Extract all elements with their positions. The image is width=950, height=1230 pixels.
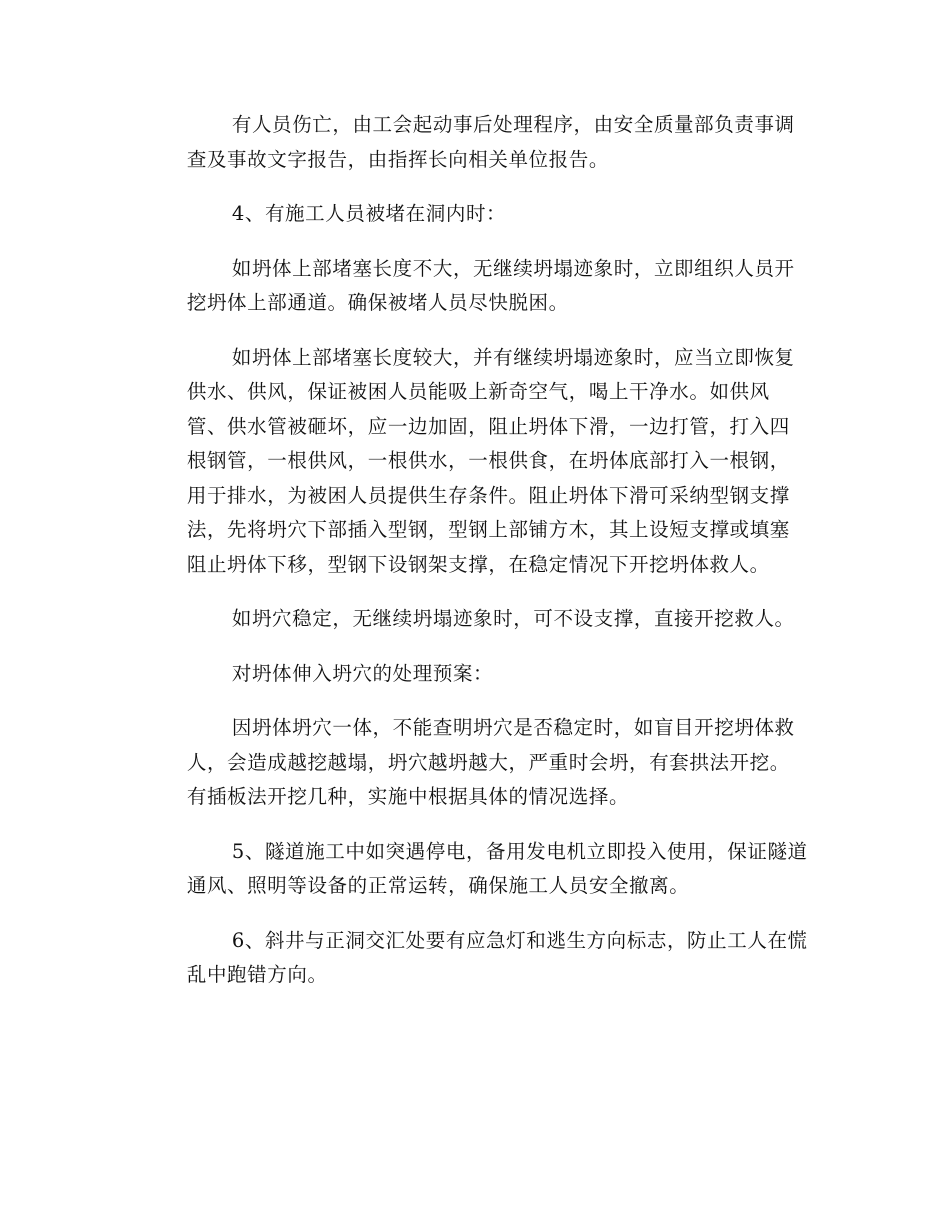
- text-line: 挖坍体上部通道。确保被堵人员尽快脱困。: [186, 291, 569, 314]
- text-line: 查及事故文字报告，由指挥长向相关单位报告。: [186, 147, 609, 171]
- paragraph-plan-heading: [142, 657, 810, 692]
- text-line: 如坍体上部堵塞长度较大，并有继续坍塌迹象时，应当立即恢复: [231, 345, 795, 369]
- text-line: 4、有施工人员被堵在洞内时：: [231, 202, 507, 225]
- text-line: 管、供水管被砸坏，应一边加固，阻止坍体下滑，一边打管，打入四: [186, 414, 790, 438]
- paragraph-item-4-heading: [142, 197, 810, 232]
- text-line: 乱中跑错方向。: [186, 963, 328, 986]
- text-line: 6、斜井与正洞交汇处要有应急灯和逃生方向标志，防止工人在慌: [231, 928, 808, 952]
- text-line: 法，先将坍穴下部插入型钢，型钢上部铺方木，其上设短支撑或填塞: [186, 518, 790, 541]
- paragraph-item-6-emergency-lights: [142, 924, 810, 993]
- document-body: [142, 108, 810, 1013]
- text-line: 用于排水，为被困人员提供生存条件。阻止坍体下滑可采纳型钢支撑: [186, 483, 790, 507]
- paragraph-item-5-power-outage: [142, 835, 810, 904]
- paragraph-casualty-handling: [142, 108, 810, 177]
- text-line: 根钢管，一根供风，一根供水，一根供食，在坍体底部打入一根钢，: [186, 449, 790, 472]
- paragraph-stable-cavity: [142, 602, 810, 637]
- text-line: 如坍穴稳定，无继续坍塌迹象时，可不设支撑，直接开挖救人。: [231, 607, 795, 630]
- paragraph-unstable-cavity: [142, 711, 810, 815]
- text-line: 如坍体上部堵塞长度不大，无继续坍塌迹象时，立即组织人员开: [231, 256, 795, 280]
- text-line: 对坍体伸入坍穴的处理预案：: [231, 661, 494, 685]
- text-line: 人，会造成越挖越塌，坍穴越坍越大，严重时会坍，有套拱法开挖。: [186, 750, 790, 774]
- text-line: 有插板法开挖几种，实施中根据具体的情况选择。: [186, 785, 630, 808]
- paragraph-small-blockage: [142, 252, 810, 321]
- text-line: 阻止坍体下移，型钢下设钢架支撑，在稳定情况下开挖坍体救人。: [186, 552, 770, 576]
- text-line: 通风、照明等设备的正常运转，确保施工人员安全撤离。: [186, 874, 690, 897]
- text-line: 有人员伤亡，由工会起动事后处理程序，由安全质量部负责事调: [231, 113, 795, 136]
- text-line: 因坍体坍穴一体，不能查明坍穴是否稳定时，如盲目开挖坍体救: [231, 716, 795, 739]
- text-line: 5、隧道施工中如突遇停电，备用发电机立即投入使用，保证隧道: [231, 839, 808, 863]
- text-line: 供水、供风，保证被困人员能吸上新奇空气，喝上干净水。如供风: [186, 380, 770, 403]
- paragraph-large-blockage: [142, 341, 810, 583]
